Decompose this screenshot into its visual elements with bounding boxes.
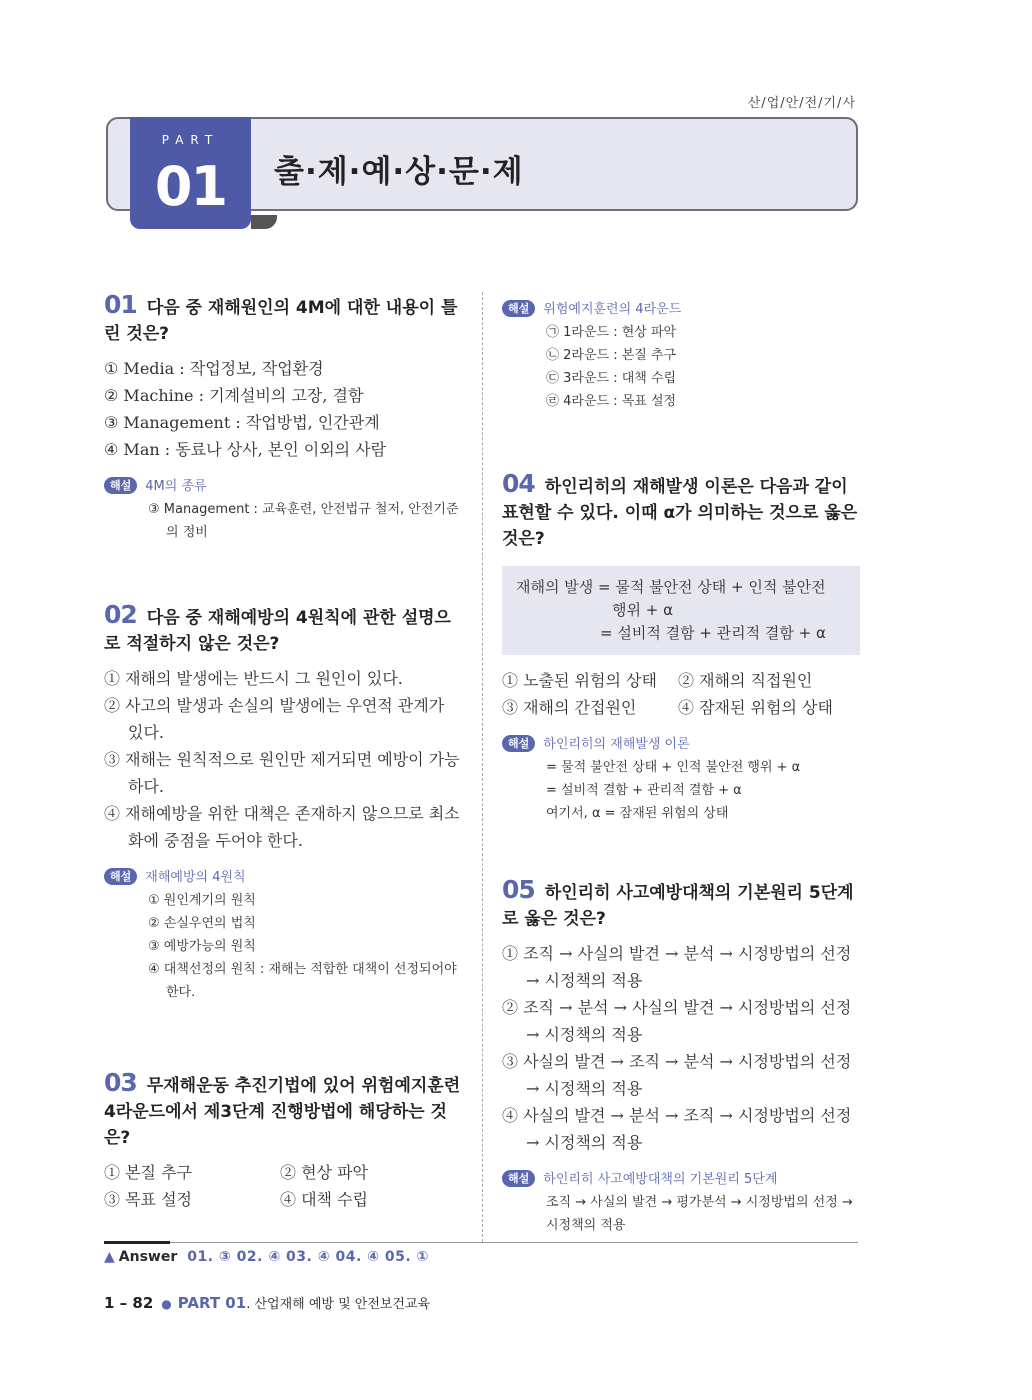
footer-part: PART 01 (177, 1294, 247, 1312)
solution-line: 조직 → 사실의 발견 → 평가분석 → 시정방법의 선정 → 시정책의 적용 (546, 1195, 853, 1233)
solution-line: = 설비적 결함 + 관리적 결함 + α (546, 783, 742, 798)
option: ① 조직 → 사실의 발견 → 분석 → 시정방법의 선정 → 시정책의 적용 (502, 944, 852, 990)
solution-line: ㉣ 4라운드 : 목표 설정 (546, 394, 677, 409)
option: ② 사고의 발생과 손실의 발생에는 우연적 관계가 있다. (104, 696, 445, 742)
column-divider (482, 292, 483, 1242)
option: ④ 재해예방을 위한 대책은 존재하지 않으므로 최소화에 중점을 두어야 한다. (104, 804, 460, 850)
option: ① Media : 작업정보, 작업환경 (104, 359, 324, 378)
option: ④ 잠재된 위험의 상태 (678, 698, 833, 717)
solution-line: = 물적 불안전 상태 + 인적 불안전 행위 + α (546, 760, 801, 775)
part-number: 01 (154, 155, 227, 218)
option: ③ 재해의 간접원인 (502, 698, 637, 717)
page-number: 1 – 82 (104, 1294, 154, 1312)
question-text: 01 다음 중 재해원인의 4M에 대한 내용이 틀린 것은? (104, 290, 458, 344)
page-title: 출·제·예·상·문·제 (274, 154, 524, 190)
question-text: 03 무재해운동 추진기법에 있어 위험예지훈련 4라운드에서 제3단계 진행방법에 해당하는 것은? (104, 1068, 461, 1148)
option: ② 재해의 직접원인 (678, 671, 813, 690)
drop-icon: ● (161, 1297, 172, 1311)
solution-line: ② 손실우연의 법칙 (148, 916, 256, 931)
options-grid (104, 1159, 462, 1213)
question-02 (104, 602, 462, 1004)
question-number: 03 (104, 1068, 137, 1097)
question-03 (104, 1070, 462, 1213)
option: ② 조직 → 분석 → 사실의 발견 → 시정방법의 선정 → 시정책의 적용 (502, 998, 852, 1044)
formula-line: 행위 + α (612, 601, 673, 619)
solution-line: ㉠ 1라운드 : 현상 파악 (546, 325, 677, 340)
solution-title: 하인리히 사고예방대책의 기본원리 5단계 (543, 1172, 778, 1187)
option: ③ 목표 설정 (104, 1190, 192, 1209)
solution-line: ㉡ 2라운드 : 본질 추구 (546, 348, 677, 363)
option: ① 재해의 발생에는 반드시 그 원인이 있다. (104, 669, 403, 688)
option: ③ 사실의 발견 → 조직 → 분석 → 시정방법의 선정 → 시정책의 적용 (502, 1052, 852, 1098)
question-text: 02 다음 중 재해예방의 4원칙에 관한 설명으로 적절하지 않은 것은? (104, 600, 451, 654)
solution-badge: 해설 (104, 477, 137, 494)
page-footer (104, 1293, 430, 1312)
formula-box (502, 566, 860, 655)
left-column (104, 292, 462, 1213)
question-01 (104, 292, 462, 544)
solution (502, 1168, 860, 1237)
solution-line: ③ Management : 교육훈련, 안전법규 철저, 안전기준의 정비 (148, 502, 459, 540)
right-column (502, 292, 860, 1237)
solution (502, 733, 860, 825)
solution-badge: 해설 (502, 300, 535, 317)
solution-title: 4M의 종류 (145, 479, 207, 494)
options-grid (502, 667, 860, 721)
option: ① 노출된 위험의 상태 (502, 671, 657, 690)
part-tab (130, 117, 251, 229)
option: ③ 재해는 원칙적으로 원인만 제거되면 예방이 가능하다. (104, 750, 460, 796)
option: ④ 사실의 발견 → 분석 → 조직 → 시정방법의 선정 → 시정책의 적용 (502, 1106, 852, 1152)
solution-title: 위험예지훈련의 4라운드 (543, 302, 682, 317)
question-text: 04 하인리히의 재해발생 이론은 다음과 같이 표현할 수 있다. 이때 α가 의미하는 것으로 옳은 것은? (502, 469, 858, 549)
question-text: 05 하인리히 사고예방대책의 기본원리 5단계로 옳은 것은? (502, 875, 854, 929)
solution-line: ③ 예방가능의 원칙 (148, 939, 256, 954)
answer-items: 01. ③ 02. ④ 03. ④ 04. ④ 05. ① (187, 1249, 429, 1265)
question-number: 01 (104, 290, 137, 319)
formula-line: 재해의 발생 = 물적 불안전 상태 + 인적 불안전 (516, 578, 826, 596)
lock-icon: ▲ (104, 1249, 115, 1265)
question-05 (502, 877, 860, 1237)
option: ② Machine : 기계설비의 고장, 결함 (104, 386, 364, 405)
solution-line: ① 원인계기의 원칙 (148, 893, 256, 908)
solution-title: 하인리히의 재해발생 이론 (543, 737, 690, 752)
question-number: 05 (502, 875, 535, 904)
solution-line: 여기서, α = 잠재된 위험의 상태 (546, 806, 729, 821)
solution-badge: 해설 (502, 735, 535, 752)
solution (104, 475, 462, 544)
solution-line: ④ 대책선정의 원칙 : 재해는 적합한 대책이 선정되어야 한다. (148, 962, 457, 1000)
solution (104, 866, 462, 1004)
series-title: 산/업/안/전/기/사 (747, 96, 856, 111)
solution-line: ㉢ 3라운드 : 대책 수립 (546, 371, 677, 386)
question-number: 04 (502, 469, 535, 498)
solution-03 (502, 298, 860, 413)
formula-line: = 설비적 결함 + 관리적 결함 + α (600, 624, 826, 642)
option: ④ 대책 수립 (280, 1190, 368, 1209)
question-number: 02 (104, 600, 137, 629)
solution-badge: 해설 (502, 1170, 535, 1187)
question-04 (502, 471, 860, 825)
option: ① 본질 추구 (104, 1163, 192, 1182)
solution-badge: 해설 (104, 868, 137, 885)
footer-title: . 산업재해 예방 및 안전보건교육 (246, 1297, 431, 1312)
part-label: PART (161, 133, 220, 147)
solution-title: 재해예방의 4원칙 (145, 870, 246, 885)
option: ③ Management : 작업방법, 인간관계 (104, 413, 380, 432)
answer-divider (104, 1242, 858, 1243)
answer-label: Answer (118, 1249, 178, 1265)
option: ② 현상 파악 (280, 1163, 368, 1182)
answer-key (104, 1249, 429, 1265)
option: ④ Man : 동료나 상사, 본인 이외의 사람 (104, 440, 387, 459)
